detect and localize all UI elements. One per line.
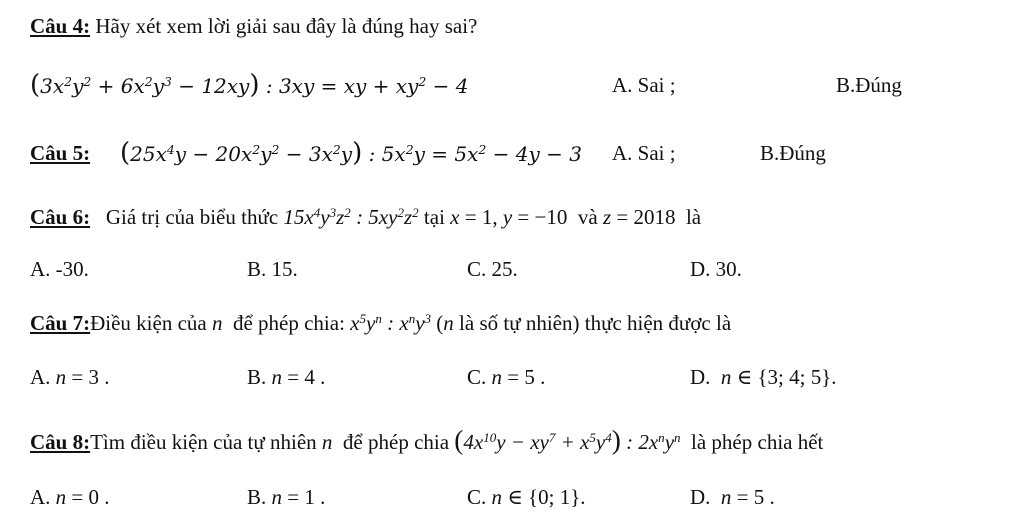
- question-5-option-a[interactable]: A. Sai ;: [612, 141, 676, 165]
- question-8-title: Câu 8:Tìm điều kiện của tự nhiên n để phép chia $(4x^{10}y - xy^7 + x^5y^4)$ : $2x^ny^n$ là phép chia hết: [30, 425, 824, 455]
- question-5-title: [30, 141, 90, 166]
- question-7-option-c[interactable]: C. n = 5 .: [467, 365, 546, 389]
- question-8-text-1: Tìm điều kiện của tự nhiên: [90, 430, 317, 454]
- question-6-option-d[interactable]: D. 30.: [690, 257, 742, 281]
- question-4-prompt: Hãy xét xem lời giải sau đây là đúng hay sai?: [95, 14, 478, 38]
- question-4-option-b[interactable]: B.Đúng: [836, 73, 902, 97]
- question-7-expression: $x^5y^n$ : $x^ny^3$: [350, 310, 432, 335]
- question-8-text-3: là phép chia hết: [691, 430, 824, 454]
- question-4-equation: $(3x^2y^2 + 6x^2y^3 - 12xy)$ : 3xy = xy + $xy^2 - 4$: [30, 70, 469, 100]
- question-6-text-1: Giá trị của biểu thức: [105, 205, 279, 229]
- question-6-option-c[interactable]: C. 25.: [467, 257, 518, 281]
- question-4-option-a[interactable]: A. Sai ;: [612, 73, 676, 97]
- question-7-text-2: để phép chia:: [232, 311, 345, 335]
- question-8-option-a[interactable]: A. n = 0 .: [30, 485, 110, 509]
- question-8-option-c[interactable]: C. n ∈ {0; 1}.: [467, 485, 586, 509]
- question-5-option-b[interactable]: B.Đúng: [760, 141, 826, 165]
- question-6-expression: $15x^4y^3z^2$ : $5xy^2z^2$: [283, 204, 419, 229]
- question-6-values: x: [450, 205, 460, 229]
- question-5-equation: $(25x^4y - 20x^2y^2 - 3x^2y)$ : $5x^2y = 5x^2 - 4y - 3$: [120, 138, 582, 168]
- question-7-option-b[interactable]: B. n = 4 .: [247, 365, 326, 389]
- question-6-option-a[interactable]: A. -30.: [30, 257, 89, 281]
- question-6-option-b[interactable]: B. 15.: [247, 257, 298, 281]
- question-7-title: Câu 7:Điều kiện của n để phép chia: $x^5y^n$ : $x^ny^3$ (n là số tự nhiên) thực hiện được là: [30, 310, 732, 335]
- question-7-option-d[interactable]: D. n ∈ {3; 4; 5}.: [690, 365, 837, 389]
- question-6-text-4: là: [685, 205, 702, 229]
- question-6-title: Câu 6: Giá trị của biểu thức $15x^4y^3z^2$ : $5xy^2z^2$ tại x = 1, y = −10 và z = 2018 là: [30, 204, 702, 229]
- question-7-text-1: Điều kiện của: [90, 311, 207, 335]
- question-8-label: Câu 8:: [30, 430, 91, 454]
- question-8-text-2: để phép chia: [342, 430, 450, 454]
- question-5-label: Câu 5:: [30, 141, 91, 165]
- question-7-label: Câu 7:: [30, 311, 91, 335]
- question-7-option-a[interactable]: A. n = 3 .: [30, 365, 110, 389]
- question-8-option-d[interactable]: D. n = 5 .: [690, 485, 775, 509]
- question-4-label: Câu 4:: [30, 14, 91, 38]
- question-8-expression: $(4x^{10}y - xy^7 + x^5y^4)$ : $2x^ny^n$: [454, 425, 681, 455]
- question-6-label: Câu 6:: [30, 205, 91, 229]
- question-8-option-b[interactable]: B. n = 1 .: [247, 485, 326, 509]
- question-6-text-3: và: [577, 205, 598, 229]
- question-4-title: [30, 14, 477, 39]
- question-7-text-3: là số tự nhiên) thực hiện được là: [459, 311, 732, 335]
- question-6-text-2: tại: [423, 205, 445, 229]
